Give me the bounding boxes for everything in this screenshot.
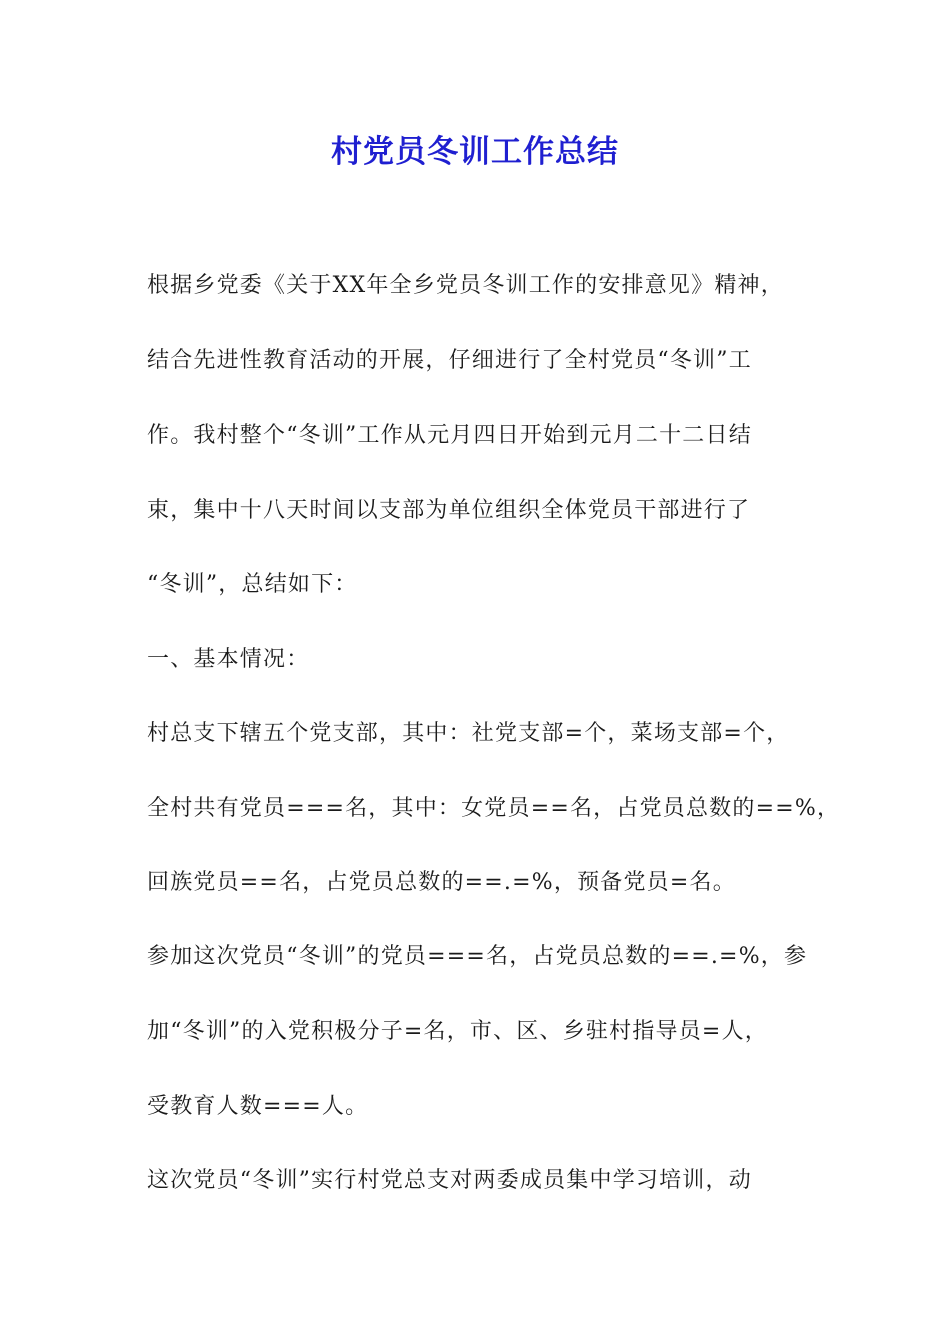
section-heading: 一、基本情况： xyxy=(147,647,310,672)
paragraph-line: 根据乡党委《关于XX年全乡党员冬训工作的安排意见》精神， xyxy=(147,273,784,298)
paragraph-line: 回族党员==名，占党员总数的==.=%，预备党员=名。 xyxy=(147,870,736,895)
paragraph-line: 作。我村整个“冬训”工作从元月四日开始到元月二十二日结 xyxy=(147,423,752,448)
paragraph-line: 受教育人数===人。 xyxy=(147,1094,369,1119)
paragraph-line: 全村共有党员===名，其中：女党员==名，占党员总数的==%， xyxy=(147,796,841,821)
document-title: 村党员冬训工作总结 xyxy=(331,134,619,170)
paragraph-line: 束，集中十八天时间以支部为单位组织全体党员干部进行了 xyxy=(147,498,751,523)
paragraph-line: 这次党员“冬训”实行村党总支对两委成员集中学习培训，动 xyxy=(147,1168,752,1193)
paragraph-line: 加“冬训”的入党积极分子=名，市、区、乡驻村指导员=人， xyxy=(147,1019,768,1044)
paragraph-line: 村总支下辖五个党支部，其中：社党支部=个，菜场支部=个， xyxy=(147,721,790,746)
paragraph-line: “冬训”，总结如下： xyxy=(147,572,358,597)
paragraph-line: 结合先进性教育活动的开展，仔细进行了全村党员“冬训”工 xyxy=(147,348,752,373)
paragraph-line: 参加这次党员“冬训”的党员===名，占党员总数的==.=%，参 xyxy=(147,944,808,969)
